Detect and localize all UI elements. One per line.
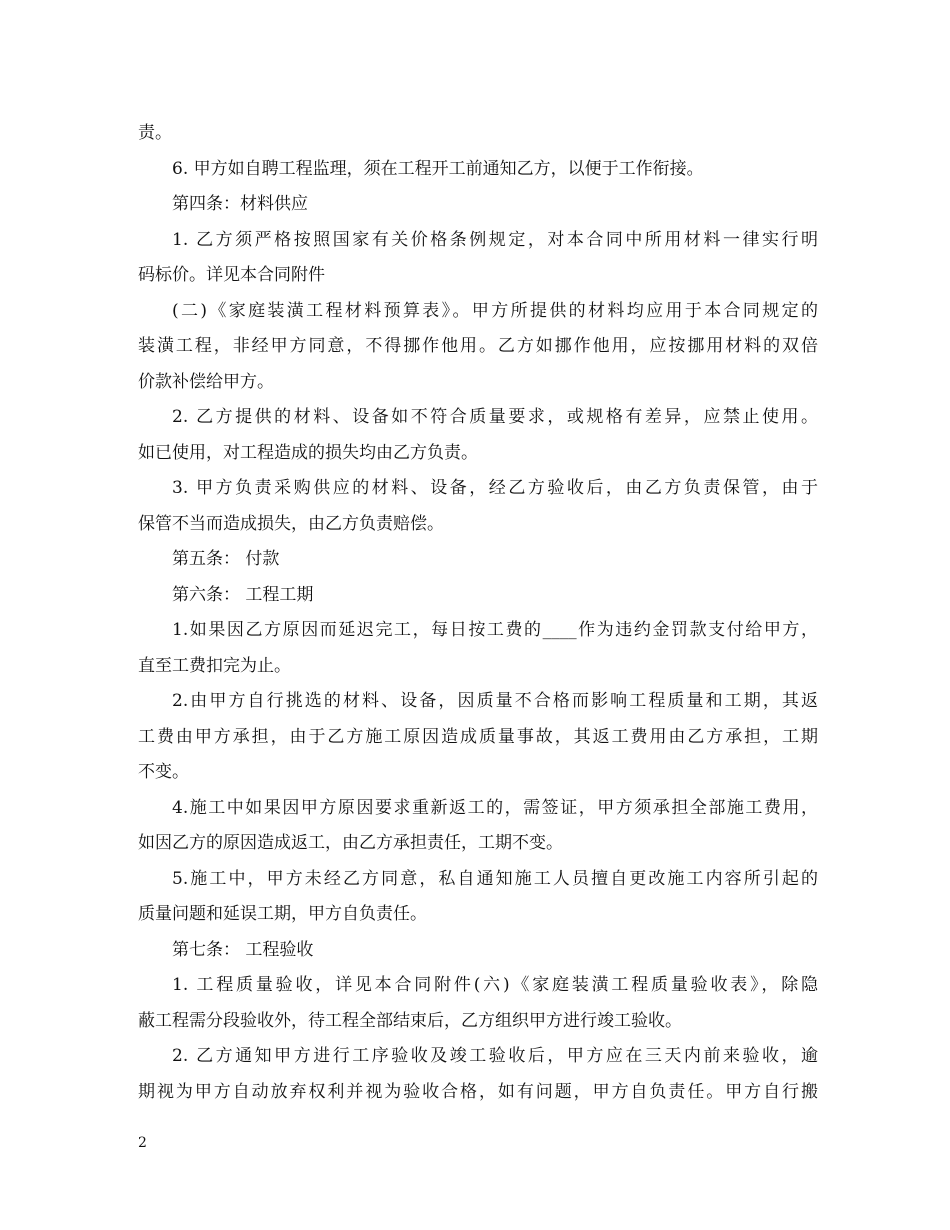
- text-line: 不变。: [138, 762, 189, 782]
- text-line: 第七条： 工程验收: [172, 939, 314, 960]
- text-line: 5.施工中，甲方未经乙方同意，私自通知施工人员擅自更改施工内容所引起的: [172, 868, 818, 889]
- text-line: 1.如果因乙方原因而延迟完工，每日按工费的____作为违约金罚款支付给甲方，: [172, 620, 818, 640]
- text-line: 2.由甲方自行挑选的材料、设备，因质量不合格而影响工程质量和工期，其返: [172, 691, 818, 711]
- document-body: [138, 116, 818, 1110]
- text-line: 价款补偿给甲方。: [138, 371, 274, 392]
- text-line: 第四条：材料供应: [172, 194, 308, 214]
- text-line: 保管不当而造成损失，由乙方负责赔偿。: [138, 513, 444, 534]
- text-line: 责。: [138, 123, 172, 143]
- text-line: 质量问题和延误工期，甲方自负责任。: [138, 904, 427, 924]
- text-line: 装潢工程，非经甲方同意，不得挪作他用。乙方如挪作他用，应按挪用材料的双倍: [138, 336, 818, 356]
- text-line: 1. 乙方须严格按照国家有关价格条例规定，对本合同中所用材料一律实行明: [172, 229, 818, 250]
- text-line: 2. 乙方通知甲方进行工序验收及竣工验收后，甲方应在三天内前来验收，逾: [172, 1046, 818, 1066]
- text-line: 第五条： 付款: [172, 549, 280, 569]
- text-line: 期视为甲方自动放弃权利并视为验收合格，如有问题，甲方自负责任。甲方自行搬: [138, 1081, 818, 1102]
- text-line: 直至工费扣完为止。: [138, 655, 291, 676]
- text-line: 第六条： 工程工期: [172, 584, 314, 605]
- text-line: (二)《家庭装潢工程材料预算表》。甲方所提供的材料均应用于本合同规定的: [172, 300, 818, 321]
- text-line: 工费由甲方承担，由于乙方施工原因造成质量事故，其返工费用由乙方承担，工期: [138, 726, 818, 747]
- text-line: 蔽工程需分段验收外，待工程全部结束后，乙方组织甲方进行竣工验收。: [138, 1010, 682, 1031]
- text-line: 1. 工程质量验收，详见本合同附件(六)《家庭装潢工程质量验收表》，除隐: [172, 975, 818, 995]
- text-line: 如因乙方的原因造成返工，由乙方承担责任，工期不变。: [138, 833, 563, 853]
- text-line: 2. 乙方提供的材料、设备如不符合质量要求，或规格有差异，应禁止使用。: [172, 407, 818, 427]
- text-line: 码标价。详见本合同附件: [138, 265, 325, 285]
- text-line: 6. 甲方如自聘工程监理，须在工程开工前通知乙方，以便于工作衔接。: [172, 158, 704, 179]
- page-number: 2: [138, 1135, 147, 1151]
- text-line: 如已使用，对工程造成的损失均由乙方负责。: [138, 442, 478, 463]
- text-line: 4.施工中如果因甲方原因要求重新返工的，需签证，甲方须承担全部施工费用，: [172, 797, 818, 818]
- text-line: 3. 甲方负责采购供应的材料、设备，经乙方验收后，由乙方负责保管，由于: [172, 478, 818, 498]
